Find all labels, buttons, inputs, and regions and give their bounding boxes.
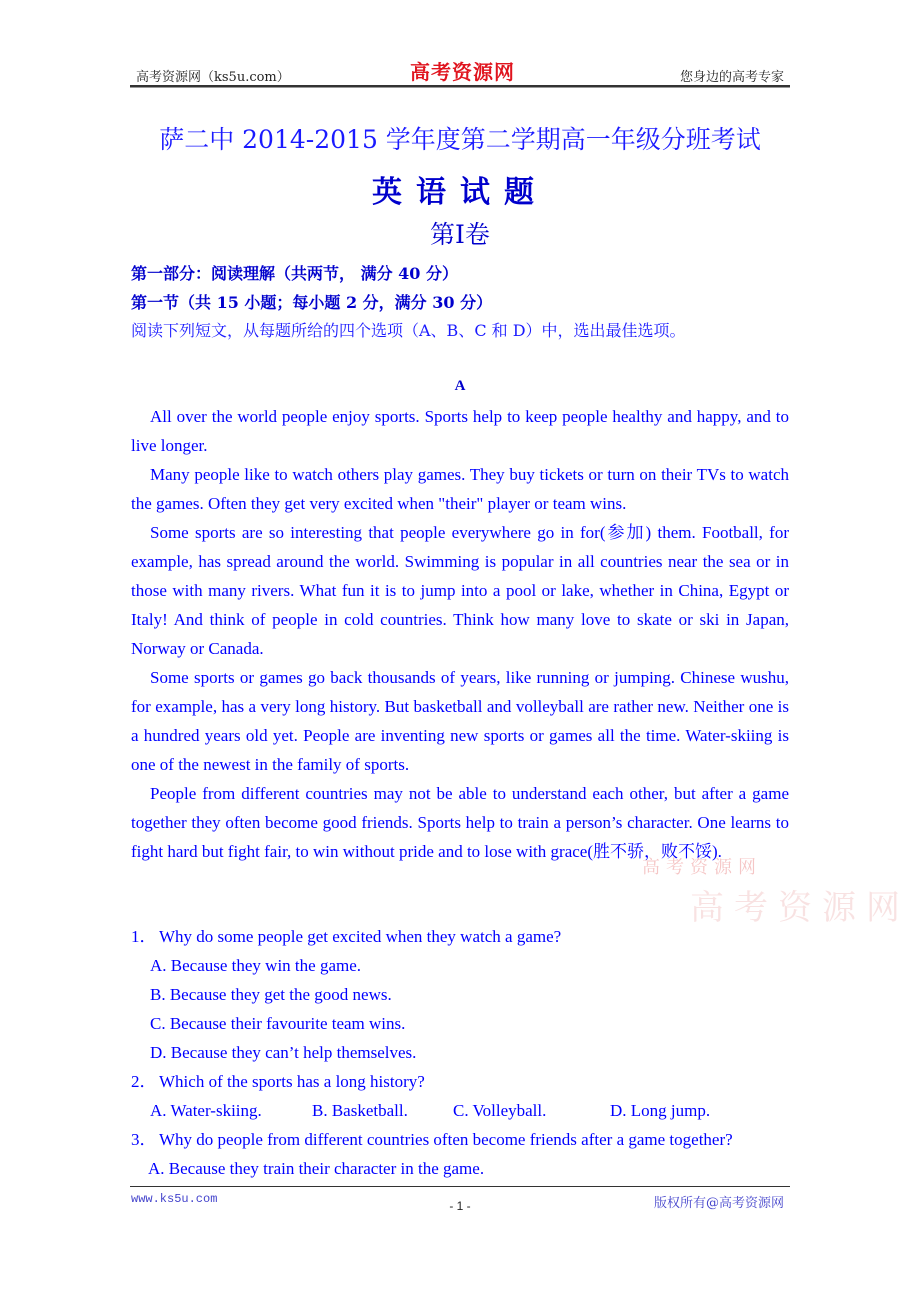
subject-title: 英语试题: [372, 175, 548, 210]
option: A. Because they train their character in the game.: [148, 1159, 485, 1178]
footer-copyright: 版权所有@高考资源网: [653, 1196, 784, 1211]
header-site-name: 高考资源网（ks5u.com）: [136, 70, 290, 85]
option: A. Water-skiing.: [150, 1101, 262, 1120]
watermark-large: 高考资源网: [690, 888, 910, 928]
header-divider: [130, 85, 790, 88]
part-heading: 第一部分：阅读理解（共两节， 满分 40 分）: [131, 264, 458, 283]
paragraph: Some sports are so interesting that people everywhere go in for(参加) them. Football, for example, has spread around the world. Swimming is popular in all countries near the sea or in those with many rivers. What fun it is to jump into a pool or lake, whether in China, Egypt or Italy! And think of people in cold countries. Think how many love to skate or ski in Japan, Norway or Canada.: [131, 523, 789, 658]
header-slogan: 您身边的高考专家: [679, 70, 784, 85]
paragraph: All over the world people enjoy sports. Sports help to keep people healthy and happy, and to live longer.: [131, 407, 789, 455]
subsection-heading: 第一节（共 15 小题；每小题 2 分，满分 30 分）: [131, 293, 493, 312]
paragraph: Many people like to watch others play games. They buy tickets or turn on their TVs to watch the games. Often they get very excited when "their" player or team wins.: [131, 465, 789, 513]
question-3: [131, 1125, 811, 1154]
option: D. Long jump.: [610, 1101, 711, 1120]
instructions: 阅读下列短文，从每题所给的四个选项（A、B、C 和 D）中，选出最佳选项。: [131, 321, 686, 340]
paragraph: People from different countries may not be able to understand each other, but after a game together they often become good friends. Sports help to train a person’s character. One learns to fight hard but fight fair, to win without pride and to lose with grace(胜不骄，败不馁).: [131, 784, 789, 861]
footer-divider: [130, 1186, 790, 1187]
option: C. Volleyball.: [453, 1101, 547, 1120]
passage-label: A: [454, 378, 466, 394]
question-list: [131, 922, 811, 1183]
page-header: [130, 56, 790, 86]
question-2: [131, 1067, 811, 1096]
question-1: [131, 922, 811, 951]
paragraph: Some sports or games go back thousands of years, like running or jumping. Chinese wushu, for example, has a very long history. But basketball and volleyball are rather new. Neither one is a hundred years old yet. People are inventing new sports or games all the time. Water-skiing is one of the newest in the family of sports.: [131, 668, 789, 774]
page-number: - 1 -: [449, 1199, 471, 1213]
footer-url: www.ks5u.com: [131, 1192, 218, 1206]
question-number: 1．: [131, 927, 157, 946]
watermark-small: 高考资源网: [642, 857, 762, 878]
option: C. Because their favourite team wins.: [150, 1014, 406, 1033]
question-stem: Which of the sports has a long history?: [159, 1072, 425, 1091]
option: B. Because they get the good news.: [150, 985, 392, 1004]
option: A. Because they win the game.: [150, 956, 362, 975]
question-number: 3．: [131, 1130, 157, 1149]
question-stem: Why do people from different countries often become friends after a game together?: [159, 1130, 733, 1149]
exam-title: 萨二中 2014-2015 学年度第二学期高一年级分班考试: [159, 125, 761, 154]
option: D. Because they can’t help themselves.: [150, 1043, 417, 1062]
header-logo: 高考资源网: [410, 60, 515, 84]
volume-title: 第I卷: [430, 220, 490, 249]
option: B. Basketball.: [312, 1101, 408, 1120]
option-row: [131, 1096, 811, 1125]
question-number: 2．: [131, 1072, 157, 1091]
passage-text: [131, 402, 789, 866]
question-stem: Why do some people get excited when they watch a game?: [159, 927, 562, 946]
